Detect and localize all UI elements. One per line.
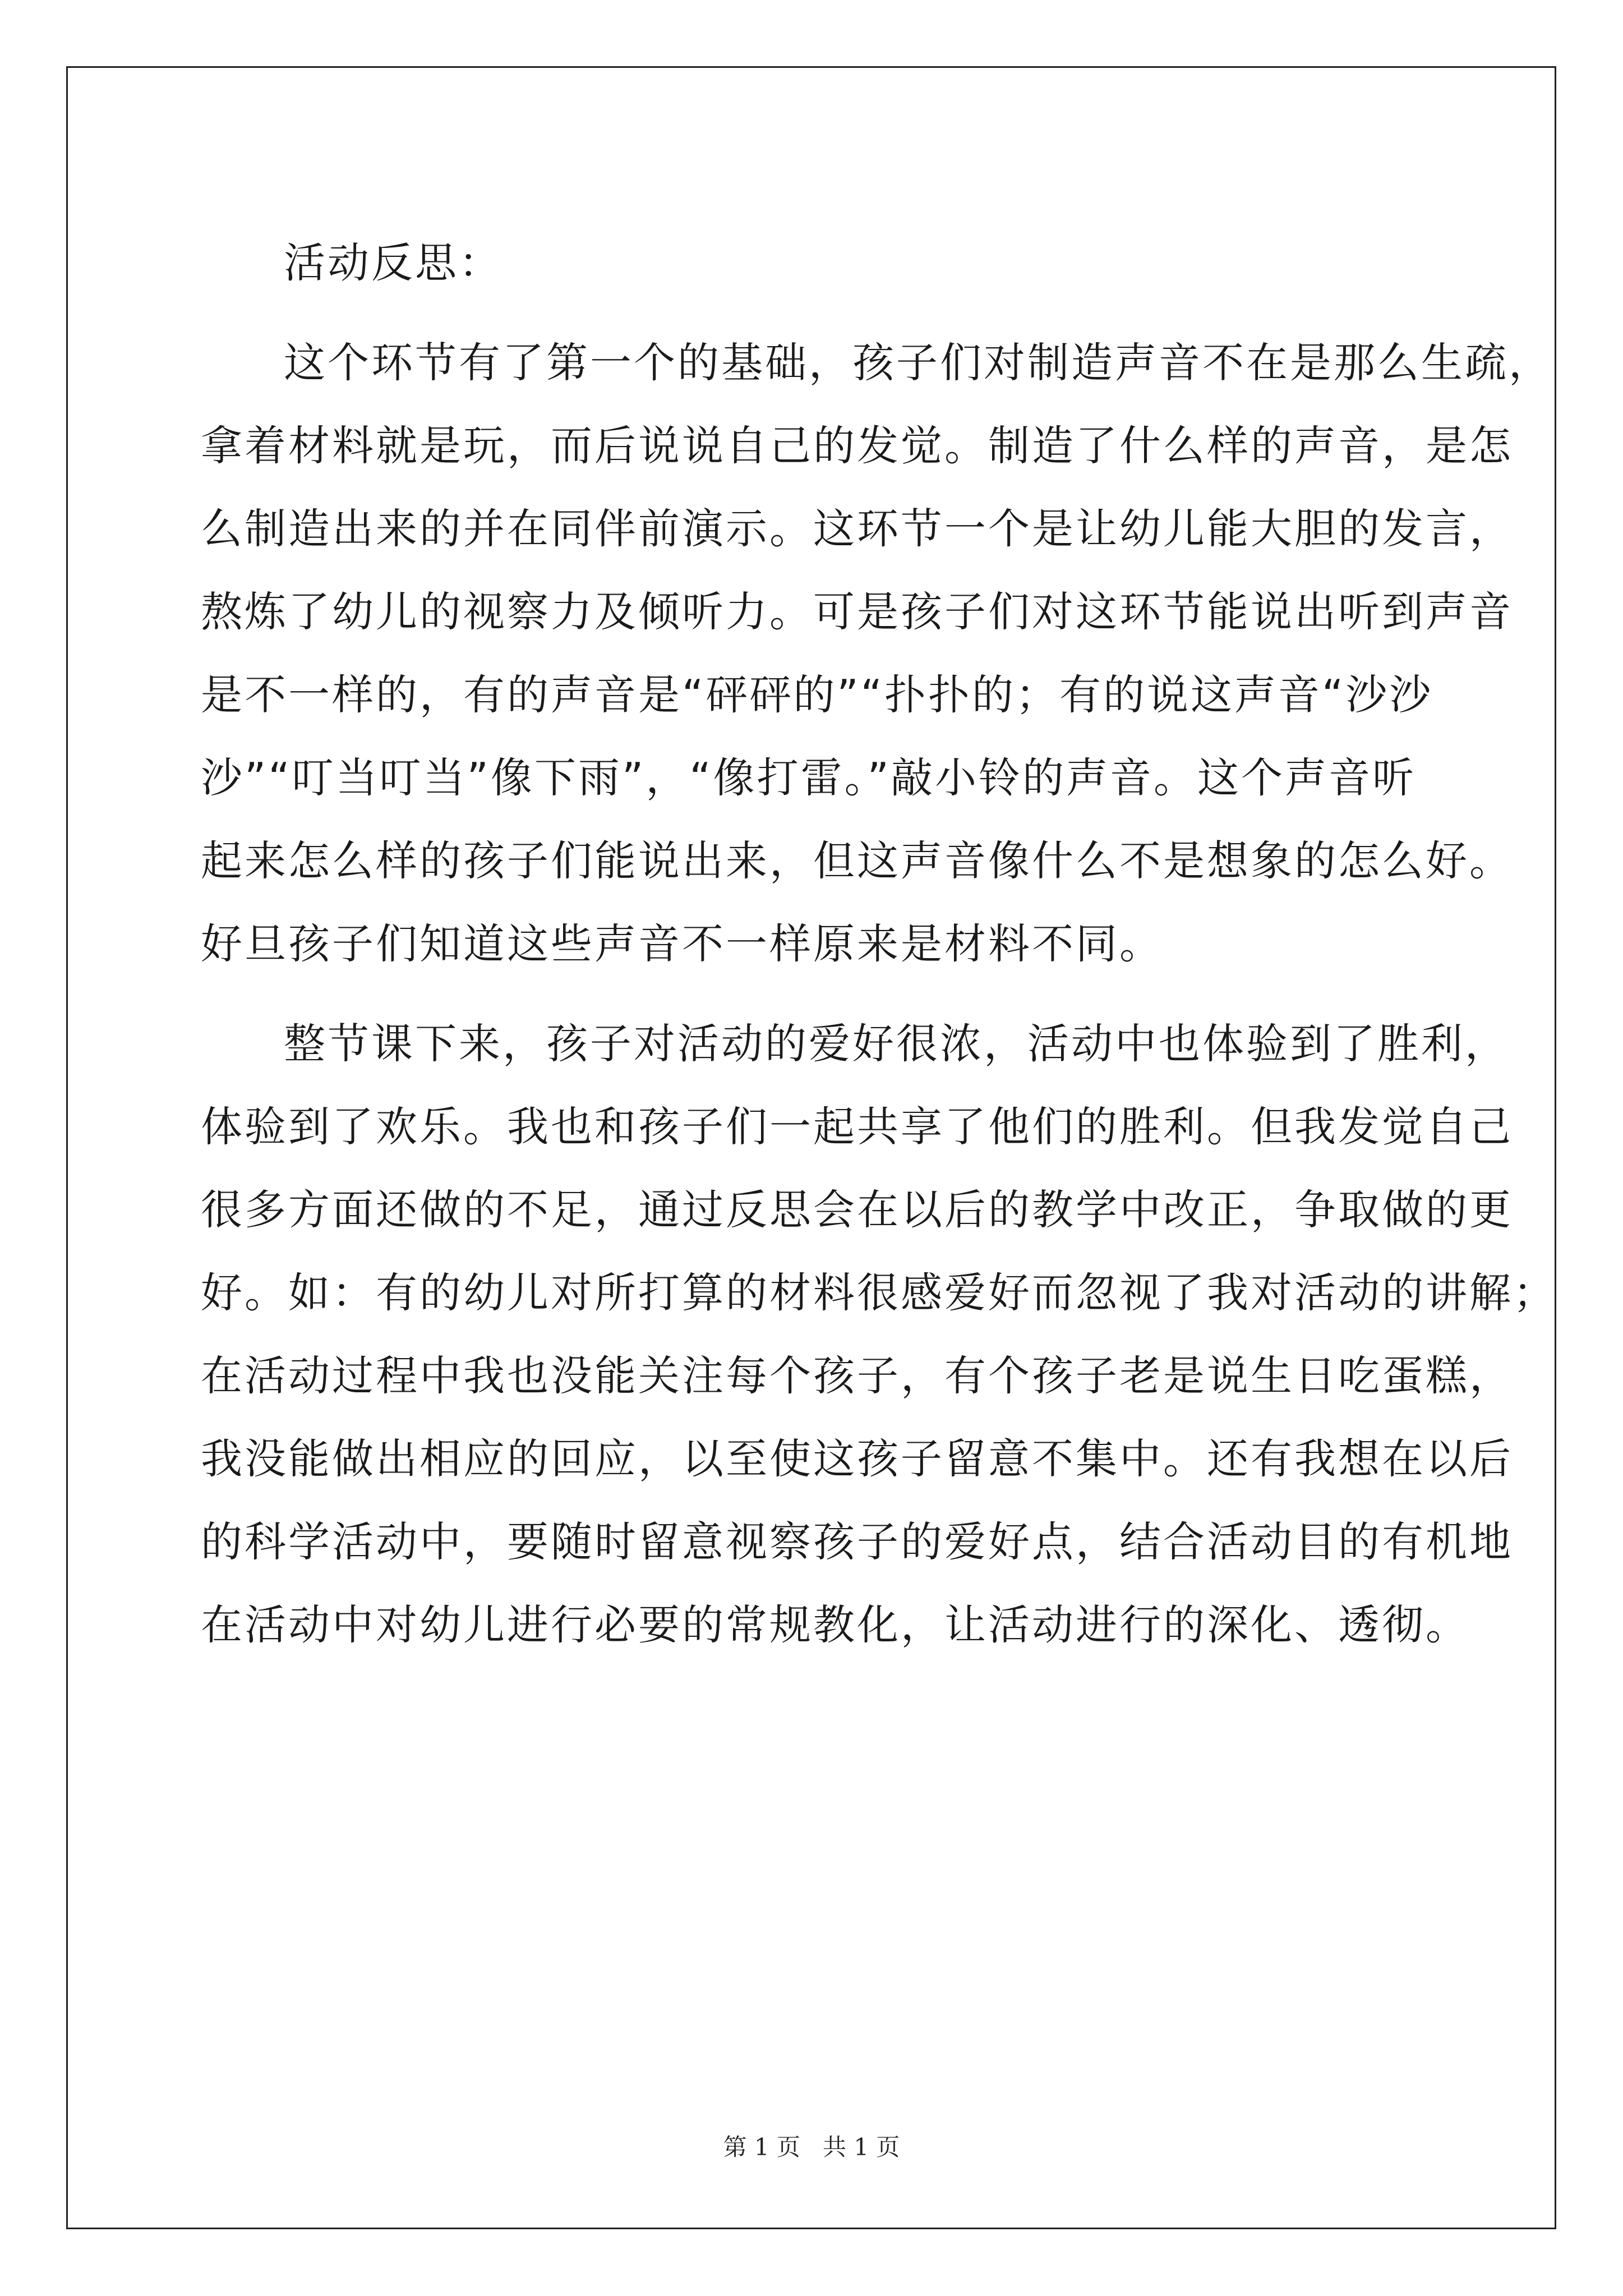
section-heading: 活动反思： (284, 239, 502, 287)
paragraph-line: 是不一样的，有的声音是“砰砰的”“扑扑的；有的说这声音“沙沙 (201, 671, 1433, 719)
paragraph-line: 体验到了欢乐。我也和孩子们一起共享了他们的胜利。但我发觉自己 (201, 1103, 1513, 1151)
paragraph-line: 好。如：有的幼儿对所打算的材料很感爱好而忽视了我对活动的讲解； (201, 1269, 1557, 1317)
paragraph-line: 起来怎么样的孩子们能说出来，但这声音像什么不是想象的怎么好。 (201, 837, 1513, 885)
paragraph-line: 么制造出来的并在同伴前演示。这环节一个是让幼儿能大胆的发言， (201, 505, 1513, 553)
paragraph-line: 在活动中对幼儿进行必要的常规教化，让活动进行的深化、透彻。 (201, 1601, 1469, 1649)
paragraph-line: 我没能做出相应的回应，以至使这孩子留意不集中。还有我想在以后 (201, 1435, 1513, 1483)
paragraph-line: 好旦孩子们知道这些声音不一样原来是材料不同。 (201, 920, 1163, 968)
paragraph-line: 沙”“叮当叮当”像下雨”，“像打雷。”敲小铃的声音。这个声音听 (201, 754, 1417, 802)
page-total: 共 1 页 (823, 2133, 900, 2161)
paragraph-2 (201, 1002, 1557, 1667)
paragraph-line: 在活动过程中我也没能关注每个孩子，有个孩子老是说生日吃蛋糕， (201, 1352, 1513, 1400)
paragraph-line: 这个环节有了第一个的基础，孩子们对制造声音不在是那么生疏， (284, 339, 1552, 387)
page-number: 第 1 页 (723, 2133, 800, 2161)
paragraph-line: 拿着材料就是玩，而后说说自己的发觉。制造了什么样的声音，是怎 (201, 422, 1513, 470)
paragraph-line: 的科学活动中，要随时留意视察孩子的爱好点，结合活动目的有机地 (201, 1518, 1513, 1566)
page-footer (0, 2129, 1623, 2162)
paragraph-line: 整节课下来，孩子对活动的爱好很浓，活动中也体验到了胜利， (284, 1020, 1509, 1068)
paragraph-1 (201, 321, 1552, 986)
document-body (201, 222, 1557, 1667)
paragraph-line: 很多方面还做的不足，通过反思会在以后的教学中改正，争取做的更 (201, 1186, 1513, 1234)
paragraph-line: 熬炼了幼儿的视察力及倾听力。可是孩子们对这环节能说出听到声音 (201, 588, 1513, 636)
